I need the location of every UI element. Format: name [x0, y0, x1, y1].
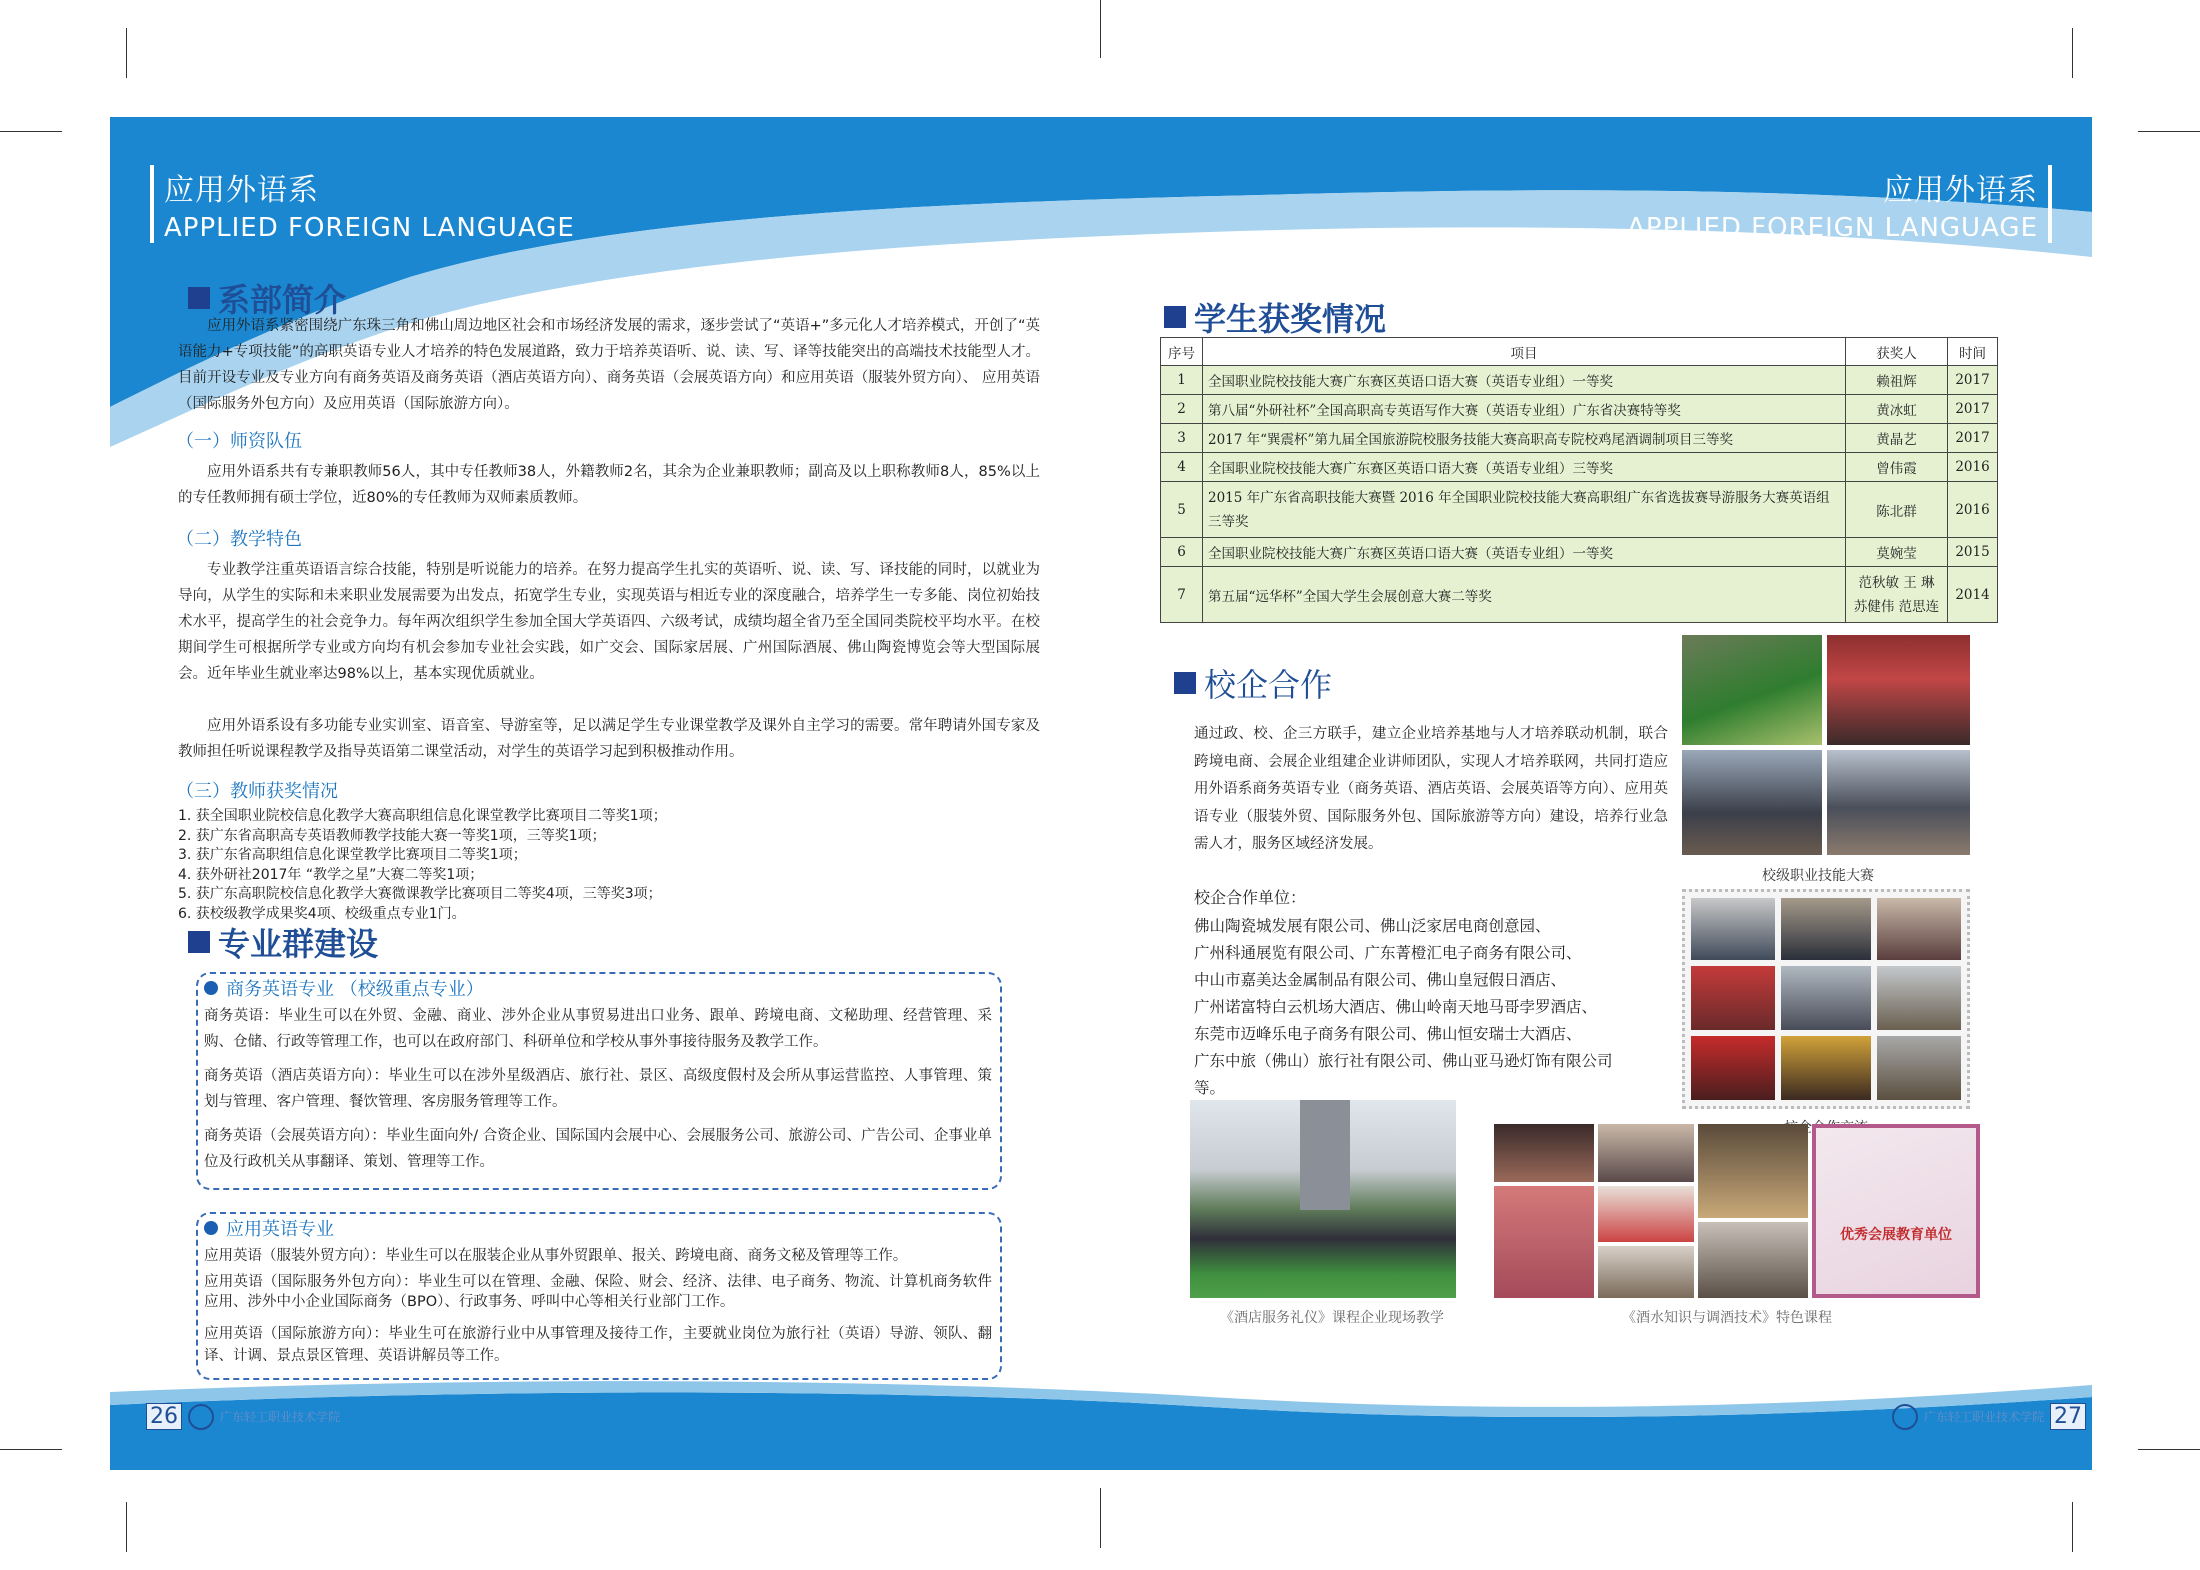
- school-logo-icon: [188, 1404, 214, 1430]
- list-item: 广东中旅（佛山）旅行社有限公司、佛山亚马逊灯饰有限公司: [1194, 1052, 1613, 1070]
- department-name-en: APPLIED FOREIGN LANGUAGE: [164, 213, 575, 243]
- list-item: 5. 获广东高职院校信息化教学大赛微课教学比赛项目二等奖4项，三等奖3项；: [178, 886, 662, 902]
- caption-skills-competition: 校级职业技能大赛: [1762, 868, 1874, 884]
- col-header: 序号: [1161, 338, 1203, 366]
- table-row: 4 全国职业院校技能大赛广东赛区英语口语大赛（英语专业组）三等奖 曾伟霞 2016: [1161, 453, 1998, 482]
- applied-english-outsourcing-para: 应用英语（国际服务外包方向）：毕业生可以在管理、金融、保险、财会、经济、法律、电子商务、物流、计算机商务软件应用、涉外中小企业国际商务（BPO）、行政事务、呼叫中心等相关行业部门工作。: [204, 1274, 992, 1310]
- caption-bartending: 《酒水知识与调酒技术》特色课程: [1622, 1310, 1832, 1326]
- list-item: 中山市嘉美达金属制品有限公司、佛山皇冠假日酒店、: [1194, 971, 1567, 989]
- features-paragraph-2: 应用外语系设有多功能专业实训室、语音室、导游室等，足以满足学生专业课堂教学及课外自主学习的需要。常年聘请外国专家及教师担任听说课程教学及指导英语第二课堂活动，对学生的英语学习起到积极推动作用。: [178, 718, 1040, 760]
- skills-competition-photos: [1682, 635, 1970, 855]
- table-row: 3 2017 年“巽震杯”第九届全国旅游院校服务技能大赛高职高专院校鸡尾酒调制项目三等奖 黄晶艺 2017: [1161, 424, 1998, 453]
- table-row: 6 全国职业院校技能大赛广东赛区英语口语大赛（英语专业组）一等奖 莫婉莹 2015: [1161, 538, 1998, 567]
- photo: [1827, 635, 1970, 745]
- photo: [1691, 966, 1775, 1030]
- crop-mark: [0, 131, 62, 132]
- crop-mark: [2072, 1502, 2073, 1552]
- certificate-text: 优秀会展教育单位: [1840, 1227, 1952, 1243]
- caption-hotel-etiquette: 《酒店服务礼仪》课程企业现场教学: [1220, 1310, 1444, 1326]
- partners-list: [1194, 913, 1674, 1102]
- list-item: 东莞市迈峰乐电子商务有限公司、佛山恒安瑞士大酒店、: [1194, 1025, 1582, 1043]
- teacher-awards-list: [178, 807, 1038, 924]
- photo: [1598, 1124, 1694, 1182]
- department-name-cn: 应用外语系: [1883, 173, 2038, 208]
- photo: [1827, 750, 1970, 855]
- hotel-etiquette-photo: [1190, 1100, 1456, 1298]
- section-title-intro: 系部简介: [188, 275, 346, 321]
- footer-right: [1886, 1403, 2086, 1430]
- photo: [1691, 898, 1775, 960]
- list-item: 6. 获校级教学成果奖4项、校级重点专业1门。: [178, 905, 466, 922]
- section-title-group: 专业群建设: [188, 919, 378, 965]
- list-item: 3. 获广东省高职组信息化课堂教学比赛项目二等奖1项；: [178, 847, 527, 863]
- photo: [1698, 1124, 1808, 1218]
- department-name-en: APPLIED FOREIGN LANGUAGE: [1627, 213, 2038, 243]
- photo: [1781, 966, 1871, 1030]
- business-english-title: 商务英语专业 （校级重点专业）: [204, 975, 484, 1001]
- bullet-dot-icon: [204, 981, 218, 995]
- student-awards-table: [1160, 337, 1998, 623]
- list-item: 2. 获广东省高职高专英语教师教学技能大赛一等奖1项，三等奖1项；: [178, 827, 606, 844]
- features-paragraph: 专业教学注重英语语言综合技能，特别是听说能力的培养。在努力提高学生扎实的英语听、说、读、写、译技能的同时，以就业为导向，从学生的实际和未来职业发展需要为出发点，拓宽学生专业，实现英语与相近专业的深度融合，培养学生一专多能、岗位初始技术水平，提高学生的社会竞争力。每年两次组织学生参加全国大学英语四、六级考试，成绩均超全省乃至全国同类院校平均水平。在校期间学生可根据所学专业或方向均有机会参加专业社会实践，如广交会、国际家居展、广州国际酒展、佛山陶瓷博览会等大型国际展会。近年毕业生就业率达98%以上，基本实现优质就业。: [178, 562, 1040, 682]
- col-header: 项目: [1203, 338, 1846, 366]
- table-row: 2 第八届“外研社杯”全国高职高专英语写作大赛（英语专业组）广东省决赛特等奖 黄冰虹 2017: [1161, 395, 1998, 424]
- business-english-exhibition-para: 商务英语（会展英语方向）：毕业生面向外/ 合资企业、国际国内会展中心、会展服务公司、旅游公司、广告公司、企事业单位及行政机关从事翻译、策划、管理等工作。: [204, 1128, 992, 1170]
- photo: [1781, 898, 1871, 960]
- crop-mark: [126, 28, 127, 78]
- features-title: （二）教学特色: [176, 529, 302, 550]
- school-name: 广东轻工职业技术学院: [220, 1410, 341, 1424]
- list-item: 佛山陶瓷城发展有限公司、佛山泛家居电商创意园、: [1194, 917, 1551, 935]
- list-item: 广州诺富特白云机场大酒店、佛山岭南天地马哥孛罗酒店、: [1194, 998, 1598, 1016]
- school-logo-icon: [1892, 1404, 1918, 1430]
- list-item: 4. 获外研社2017年 “教学之星”大赛二等奖1项；: [178, 866, 484, 883]
- photo: [1494, 1186, 1594, 1298]
- crop-mark: [2138, 1449, 2200, 1450]
- partners-label: 校企合作单位：: [1194, 888, 1307, 907]
- header-left: [150, 165, 575, 243]
- intro-paragraph: 应用外语系紧密围绕广东珠三角和佛山周边地区社会和市场经济发展的需求，逐步尝试了“英语+”多元化人才培养模式，开创了“英语能力+专项技能”的高职英语专业人才培养的特色发展道路，致力于培养英语听、说、读、写、译等技能突出的高端技术技能型人才。目前开设专业及专业方向有商务英语及商务英语（酒店英语方向）、商务英语（会展英语方向）和应用英语（服装外贸方向）、 应用英语（国际服务外包方向）及应用英语（国际旅游方向）。: [178, 318, 1040, 412]
- faculty-paragraph: 应用外语系共有专兼职教师56人，其中专任教师38人，外籍教师2名，其余为企业兼职教师；副高及以上职称教师8人，85%以上的专任教师拥有硕士学位，近80%的专任教师为双师素质教师。: [178, 464, 1040, 506]
- crop-mark: [126, 1502, 127, 1552]
- list-item: 广州科通展览有限公司、广东菁橙汇电子商务有限公司、: [1194, 944, 1582, 962]
- coop-paragraph: 通过政、校、企三方联手，建立企业培养基地与人才培养联动机制，联合跨境电商、会展企业组建企业讲师团队，实现人才培养联网，共同打造应用外语系商务英语专业（商务英语、酒店英语、会展英语等方向）、应用英语专业（服装外贸、国际服务外包、国际旅游等方向）建设，培养行业急需人才，服务区域经济发展。: [1194, 726, 1668, 852]
- business-english-hotel-para: 商务英语（酒店英语方向）：毕业生可以在涉外星级酒店、旅行社、景区、高级度假村及会所从事运营监控、人事管理、策划与管理、客户管理、餐饮管理、客房服务管理等工作。: [204, 1068, 992, 1110]
- crop-mark: [1100, 1488, 1101, 1548]
- list-item: 1. 获全国职业院校信息化教学大赛高职组信息化课堂教学比赛项目二等奖1项；: [178, 808, 667, 824]
- photo: [1877, 966, 1961, 1030]
- square-bullet-icon: [188, 931, 210, 953]
- photo: [1494, 1124, 1594, 1182]
- photo: [1598, 1246, 1694, 1298]
- bartending-photos: [1494, 1124, 1808, 1298]
- table-row: 7 第五届“远华杯”全国大学生会展创意大赛二等奖 范秋敏 王 琳 苏健伟 范思连 2014: [1161, 567, 1998, 623]
- brochure-spread: [110, 117, 2092, 1470]
- photo: [1877, 1036, 1961, 1100]
- table-header-row: [1161, 338, 1998, 366]
- list-item: 等。: [1194, 1079, 1226, 1097]
- applied-english-garment-para: 应用英语（服装外贸方向）：毕业生可以在服装企业从事外贸跟单、报关、跨境电商、商务文秘及管理等工作。: [204, 1248, 908, 1264]
- crop-mark: [2138, 131, 2200, 132]
- photo: [1598, 1186, 1694, 1242]
- crop-mark: [2072, 28, 2073, 78]
- applied-english-tourism-para: 应用英语（国际旅游方向）：毕业生可在旅游行业中从事管理及接待工作，主要就业岗位为旅行社（英语）导游、领队、翻译、计调、景点景区管理、英语讲解员等工作。: [204, 1326, 992, 1364]
- teacher-awards-title: （三）教师获奖情况: [176, 781, 338, 802]
- business-english-para: 商务英语：毕业生可以在外贸、金融、商业、涉外企业从事贸易进出口业务、跟单、跨境电商、文秘助理、经营管理、采购、仓储、行政等管理工作，也可以在政府部门、科研单位和学校从事外事接待服务及教学工作。: [204, 1008, 992, 1050]
- department-name-cn: 应用外语系: [164, 173, 319, 208]
- table-row: 5 2015 年广东省高职技能大赛暨 2016 年全国职业院校技能大赛高职组广东省选拔赛导游服务大赛英语组三等奖 陈北群 2016: [1161, 482, 1998, 538]
- crop-mark: [1100, 0, 1101, 58]
- section-title-coop: 校企合作: [1174, 660, 1332, 706]
- photo: [1682, 750, 1822, 855]
- applied-english-title: 应用英语专业: [204, 1215, 334, 1241]
- photo: [1300, 1100, 1350, 1210]
- photo: [1781, 1036, 1871, 1100]
- square-bullet-icon: [188, 287, 210, 309]
- photo: [1682, 635, 1822, 745]
- school-name: 广东轻工职业技术学院: [1924, 1410, 2045, 1424]
- square-bullet-icon: [1164, 306, 1186, 328]
- exchange-photos: [1682, 889, 1970, 1109]
- faculty-title: （一）师资队伍: [176, 431, 302, 452]
- certificate-photo: [1812, 1124, 1980, 1298]
- table-row: 1 全国职业院校技能大赛广东赛区英语口语大赛（英语专业组）一等奖 赖祖辉 2017: [1161, 366, 1998, 395]
- section-title-awards: 学生获奖情况: [1164, 294, 1386, 340]
- photo: [1691, 1036, 1775, 1100]
- photo: [1698, 1222, 1808, 1298]
- footer-left: [146, 1403, 340, 1430]
- header-right: [1627, 165, 2052, 243]
- page-number: 26: [146, 1403, 182, 1430]
- bullet-dot-icon: [204, 1221, 218, 1235]
- square-bullet-icon: [1174, 672, 1196, 694]
- col-header: 获奖人: [1846, 338, 1948, 366]
- photo: [1877, 898, 1961, 960]
- crop-mark: [0, 1449, 62, 1450]
- page-number: 27: [2050, 1403, 2086, 1430]
- col-header: 时间: [1948, 338, 1998, 366]
